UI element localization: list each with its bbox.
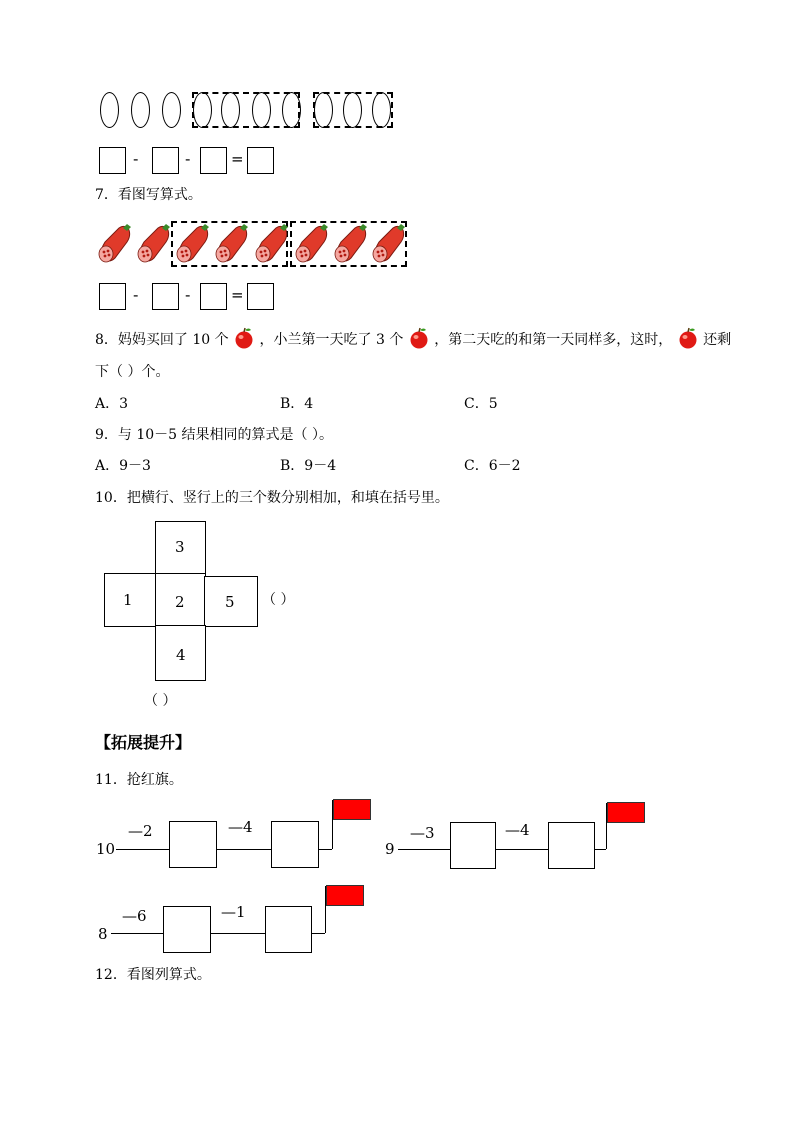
q12-title: 12．看图列算式。 (95, 967, 211, 983)
cell-center-value: 2 (175, 593, 185, 611)
q10-title: 10．把横行、竖行上的三个数分别相加，和填在括号里。 (95, 490, 449, 506)
q8-text-part4: 还剩 (703, 332, 732, 348)
lotus-root-icon (99, 224, 131, 262)
cell-top-value: 3 (175, 538, 185, 556)
chain-start-number: 10 (96, 840, 116, 858)
oval (314, 92, 333, 128)
oval (162, 92, 181, 128)
answer-box[interactable] (265, 906, 312, 953)
q8-question (95, 327, 731, 349)
chain-op-2: —4 (228, 818, 253, 836)
lotus-root-icon (256, 224, 288, 262)
q9-option-a[interactable]: A．9－3 (95, 458, 151, 474)
cell-left-value: 1 (123, 591, 133, 609)
q8-text-part1: 8．妈妈买回了 10 个 (95, 332, 229, 348)
oval (252, 92, 271, 128)
answer-box[interactable] (99, 147, 126, 174)
answer-box[interactable] (99, 283, 126, 310)
lotus-root-icon (177, 224, 209, 262)
q9-option-c[interactable]: C．6－2 (464, 458, 521, 474)
lotus-root-icon (138, 224, 170, 262)
chain-start-number: 9 (385, 840, 395, 858)
q10-column-sum-answer[interactable]: （ ） (144, 693, 177, 709)
minus-sign: - (133, 150, 139, 168)
red-flag-icon (326, 885, 364, 906)
red-flag-icon (333, 799, 371, 820)
answer-box[interactable] (247, 283, 274, 310)
apple-icon (677, 327, 699, 349)
apple-icon (233, 327, 255, 349)
q8-option-c[interactable]: C．5 (464, 396, 498, 412)
section-title: 【拓展提升】 (95, 733, 192, 752)
cell-right-value: 5 (225, 593, 235, 611)
chain-op-2: —4 (505, 821, 530, 839)
chain-op-2: —1 (221, 903, 246, 921)
answer-box[interactable] (169, 821, 217, 868)
oval (343, 92, 362, 128)
oval (193, 92, 212, 128)
red-flag-icon (607, 802, 645, 823)
chain-op-1: —6 (122, 907, 147, 925)
q11-title: 11．抢红旗。 (95, 772, 183, 788)
oval (100, 92, 119, 128)
answer-box[interactable] (271, 821, 319, 868)
chain-op-1: —3 (410, 824, 435, 842)
q8-option-a[interactable]: A．3 (95, 396, 129, 412)
equals-sign: = (231, 286, 244, 304)
apple-icon (408, 327, 430, 349)
minus-sign: - (185, 286, 191, 304)
oval (282, 92, 301, 128)
lotus-root-icon (373, 224, 405, 262)
q8-option-b[interactable]: B．4 (280, 396, 314, 412)
oval (221, 92, 240, 128)
q8-text-part2: ，小兰第一天吃了 3 个 (259, 332, 404, 348)
q9-option-b[interactable]: B．9－4 (280, 458, 337, 474)
q8-text-part3: ，第二天吃的和第一天同样多，这时， (434, 332, 673, 348)
answer-box[interactable] (152, 283, 179, 310)
minus-sign: - (185, 150, 191, 168)
chain-op-1: —2 (128, 822, 153, 840)
lotus-root-icon (216, 224, 248, 262)
lotus-root-icon (296, 224, 328, 262)
q10-row-sum-answer[interactable]: （ ） (262, 592, 295, 608)
q7-title: 7．看图写算式。 (95, 187, 202, 203)
chain-start-number: 8 (98, 925, 108, 943)
answer-box[interactable] (247, 147, 274, 174)
answer-box[interactable] (548, 822, 595, 869)
cell-bottom-value: 4 (176, 646, 186, 664)
equals-sign: = (231, 150, 244, 168)
minus-sign: - (133, 286, 139, 304)
answer-box[interactable] (152, 147, 179, 174)
answer-box[interactable] (163, 906, 211, 953)
lotus-root-row (95, 222, 410, 264)
answer-box[interactable] (200, 283, 227, 310)
lotus-root-icon (335, 224, 367, 262)
q8-line2: 下（ ）个。 (95, 364, 170, 380)
answer-box[interactable] (200, 147, 227, 174)
answer-box[interactable] (450, 822, 496, 869)
oval (372, 92, 391, 128)
oval (131, 92, 150, 128)
q9-title: 9．与 10－5 结果相同的算式是（ ）。 (95, 427, 333, 443)
